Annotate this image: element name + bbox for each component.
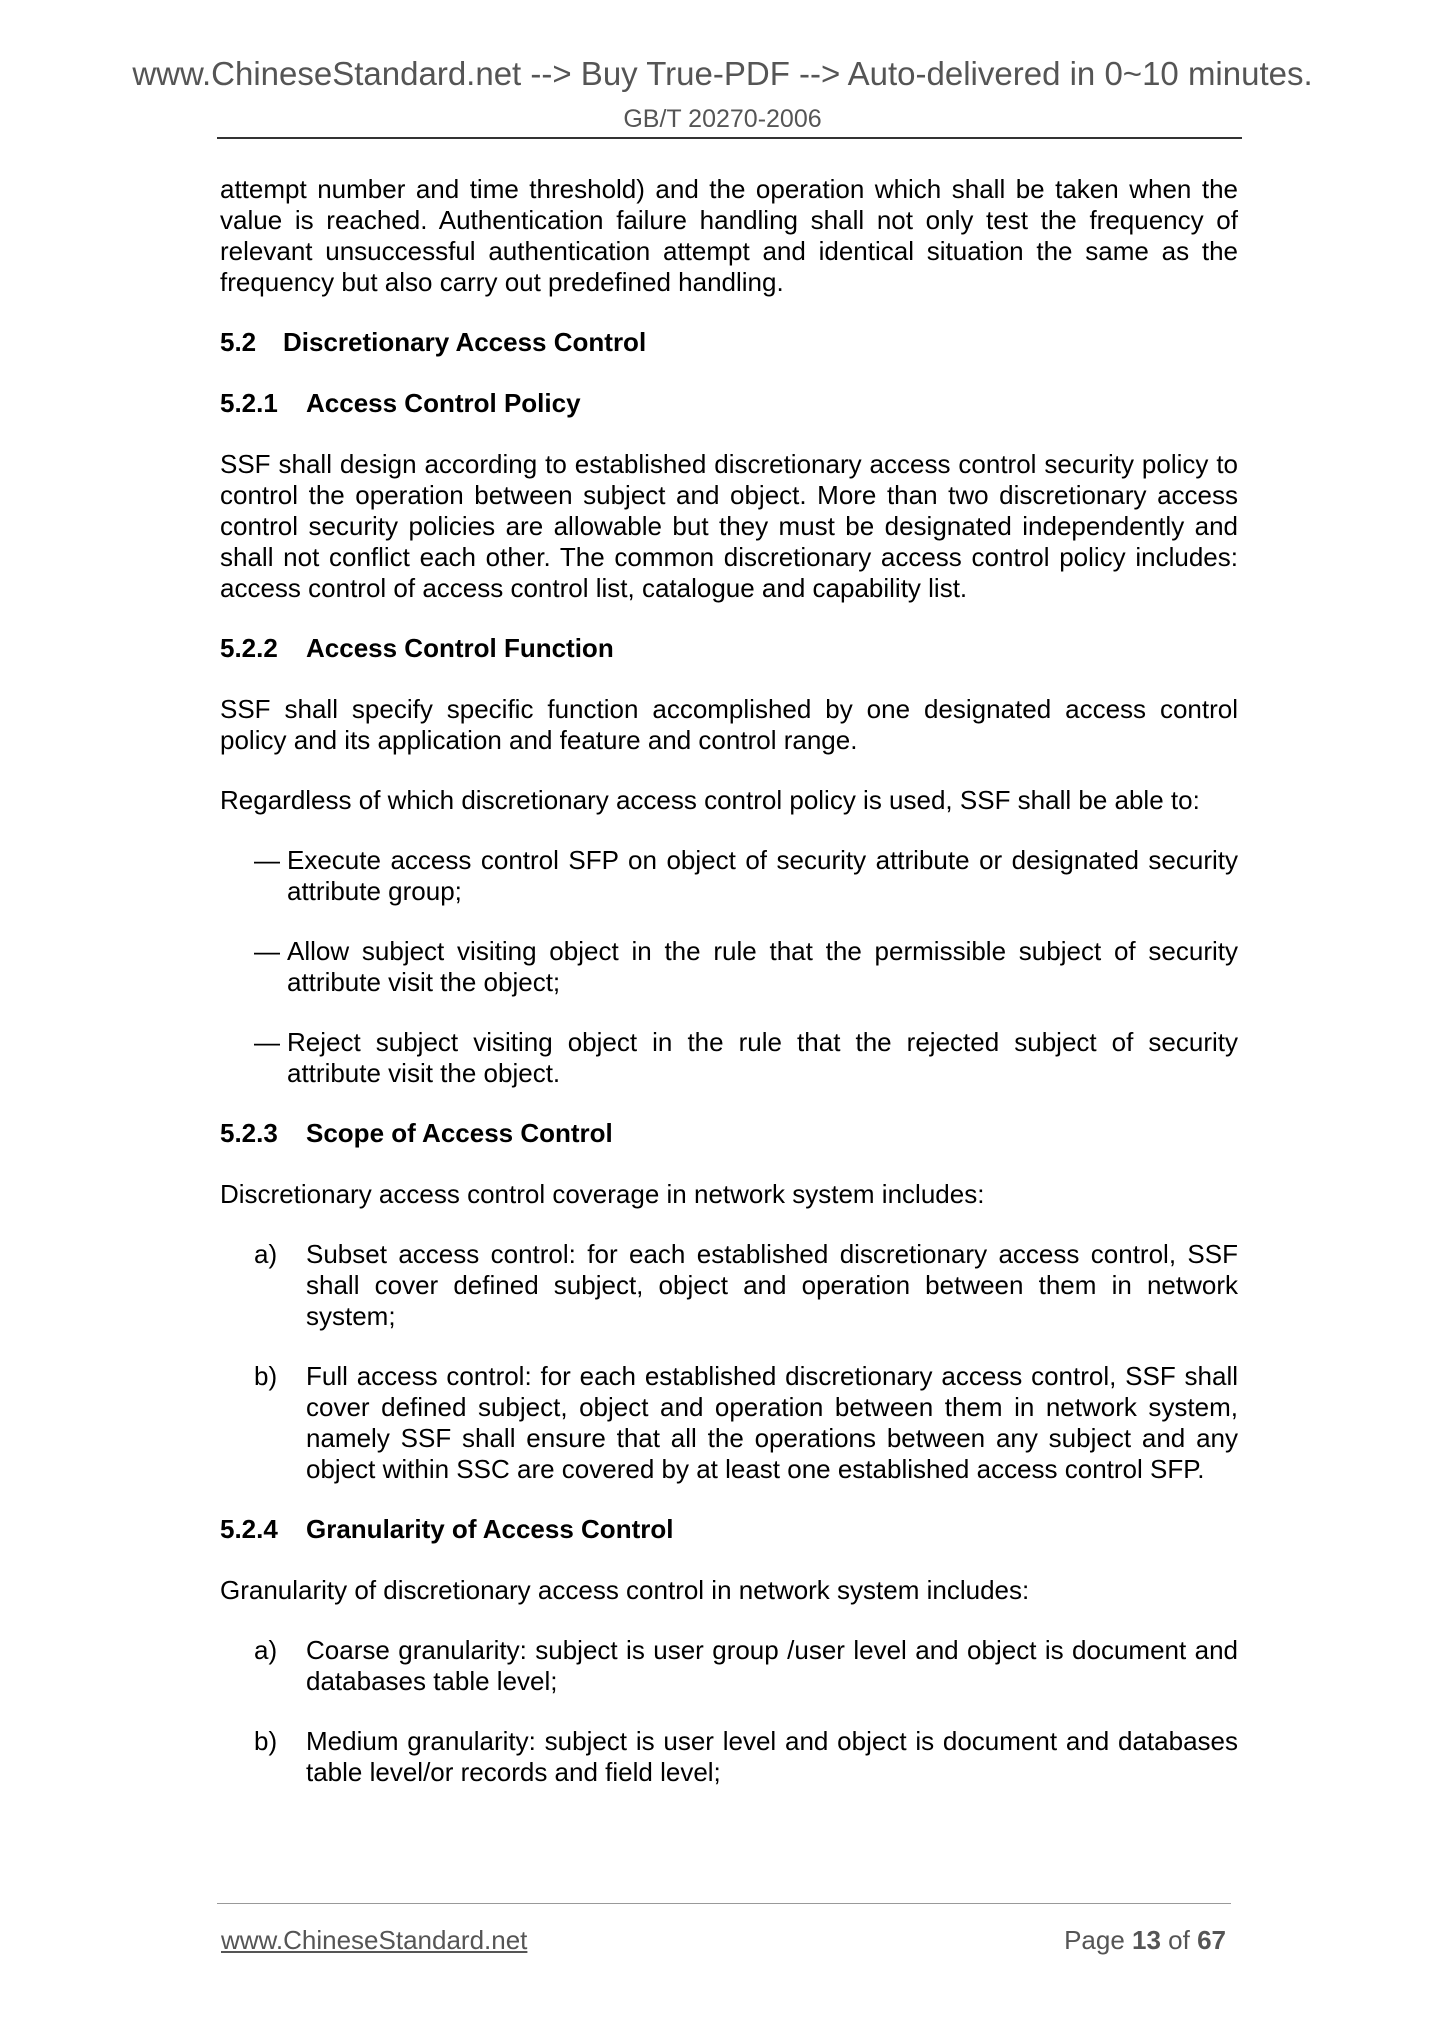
section-number: 5.2.2 [220, 633, 278, 663]
footer-divider [217, 1903, 1231, 1904]
list-item-text: Subset access control: for each established discretionary access control, SSF shall cover defined subject, object and operation between them in network system; [306, 1239, 1238, 1331]
section-5-2-4-heading [220, 1514, 1238, 1545]
page-prefix: Page [1064, 1925, 1133, 1955]
list-item [220, 1635, 1238, 1697]
list-item [220, 1726, 1238, 1788]
section-5-2-1-heading [220, 388, 1238, 419]
intro-paragraph: attempt number and time threshold) and the operation which shall be taken when the value is reached. Authentication failure handling shall not only test the frequency of relevant unsuccessful authentication attempt and identical situation the same as the frequency but also carry out predefined handling. [220, 174, 1238, 297]
page-total: 67 [1197, 1925, 1226, 1955]
page-current: 13 [1132, 1925, 1161, 1955]
page-content [220, 174, 1238, 1817]
list-marker: a) [254, 1239, 278, 1269]
section-5-2-1-paragraph: SSF shall design according to established discretionary access control security policy to control the operation between subject and object. More than two discretionary access control security policies are allowable but they must be designated independently and shall not conflict each other. The common discretionary access control policy includes: access control of access control list, catalogue and capability list. [220, 449, 1238, 603]
section-number: 5.2.3 [220, 1118, 278, 1148]
list-item [220, 936, 1238, 998]
list-marker: b) [254, 1361, 278, 1391]
list-item [220, 1239, 1238, 1332]
list-dash: — [254, 845, 280, 875]
document-id: GB/T 20270-2006 [623, 105, 822, 133]
section-title: Access Control Policy [306, 388, 581, 418]
section-5-2-2-paragraph-1: SSF shall specify specific function accomplished by one designated access control policy and its application and feature and control range. [220, 694, 1238, 755]
page-number [1064, 1925, 1226, 1956]
section-title: Access Control Function [306, 633, 614, 663]
section-title: Discretionary Access Control [283, 327, 647, 357]
header-divider [217, 137, 1242, 139]
footer-website-link[interactable]: www.ChineseStandard.net [221, 1925, 528, 1955]
header-banner: www.ChineseStandard.net --> Buy True-PDF --> Auto-delivered in 0~10 minutes. [132, 55, 1313, 92]
section-title: Scope of Access Control [306, 1118, 613, 1148]
section-5-2-2-heading [220, 633, 1238, 664]
list-item-text: Medium granularity: subject is user level and object is document and databases table level/or records and field level; [306, 1726, 1238, 1787]
list-marker: b) [254, 1726, 278, 1756]
section-5-2-3-paragraph: Discretionary access control coverage in network system includes: [220, 1179, 985, 1209]
list-item [220, 845, 1238, 907]
list-item-text: Execute access control SFP on object of security attribute or designated security attribute group; [287, 845, 1238, 906]
list-marker: a) [254, 1635, 278, 1665]
section-number: 5.2 [220, 327, 257, 357]
section-number: 5.2.4 [220, 1514, 278, 1544]
list-dash: — [254, 1027, 280, 1057]
section-number: 5.2.1 [220, 388, 278, 418]
list-item [220, 1361, 1238, 1485]
list-item-text: Full access control: for each established discretionary access control, SSF shall cover defined subject, object and operation between them in network system, namely SSF shall ensure that all the operations between any subject and any object within SSC are covered by at least one established access control SFP. [306, 1361, 1238, 1484]
list-item-text: Allow subject visiting object in the rule that the permissible subject of security attribute visit the object; [287, 936, 1238, 997]
page-separator: of [1160, 1925, 1198, 1955]
section-5-2-3-heading [220, 1118, 1238, 1149]
section-5-2-heading [220, 327, 1238, 358]
list-item-text: Reject subject visiting object in the rule that the rejected subject of security attribute visit the object. [287, 1027, 1238, 1088]
list-item-text: Coarse granularity: subject is user group /user level and object is document and databases table level; [306, 1635, 1238, 1696]
section-5-2-2-paragraph-2: Regardless of which discretionary access control policy is used, SSF shall be able to: [220, 785, 1200, 815]
list-item [220, 1027, 1238, 1089]
section-title: Granularity of Access Control [306, 1514, 674, 1544]
section-5-2-4-paragraph: Granularity of discretionary access control in network system includes: [220, 1575, 1030, 1605]
list-dash: — [254, 936, 280, 966]
